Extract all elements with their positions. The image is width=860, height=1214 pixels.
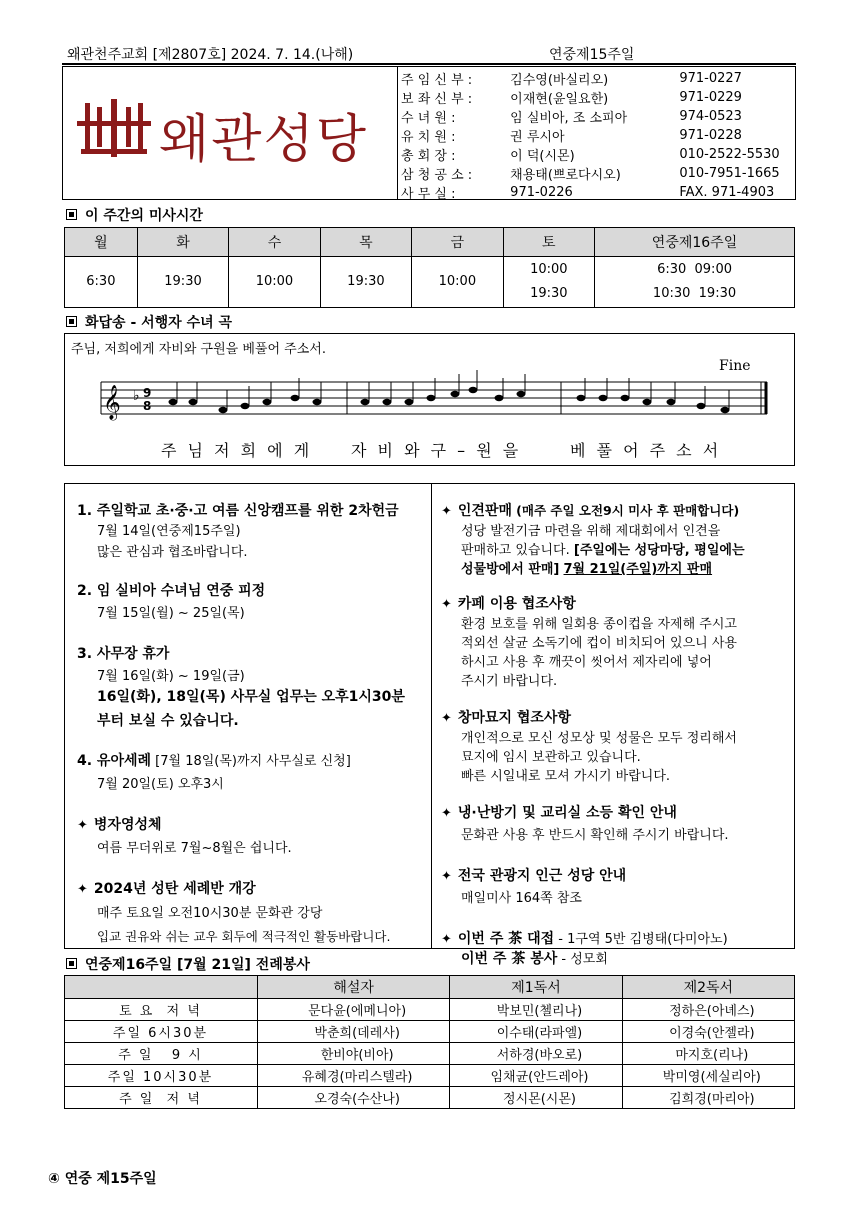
- staff-name: 권 루시아: [510, 130, 565, 145]
- staff-role: 삼 청 공 소 :: [401, 168, 473, 183]
- music-note-icon: [599, 395, 608, 401]
- mass-time: 10:30 19:30: [652, 286, 737, 301]
- service-person: 이경숙(안젤라): [622, 1021, 794, 1043]
- music-note-icon: [383, 399, 392, 405]
- mass-day-header: 화: [137, 228, 228, 257]
- mass-time: 19:30: [530, 286, 568, 301]
- notice-vacation: 3. 사무장 휴가 7월 16일(화) ~ 19일(금) 16일(화), 18일(목) 사무실 업무는 오후1시30분 부터 보실 수 있습니다.: [77, 646, 405, 729]
- music-note-icon: [291, 395, 300, 401]
- service-row: [65, 1043, 795, 1065]
- mass-day-header: 수: [229, 228, 320, 257]
- music-note-icon: [469, 387, 478, 393]
- service-column-header: [65, 976, 258, 999]
- music-note-icon: [451, 391, 460, 397]
- svg-text:8: 8: [143, 399, 152, 413]
- staff-role: 수 녀 원 :: [401, 111, 456, 126]
- music-note-icon: [517, 391, 526, 397]
- music-note-icon: [577, 395, 586, 401]
- service-column-header: 제2독서: [622, 976, 794, 999]
- service-row: [65, 999, 795, 1021]
- church-logo-icon: [75, 99, 153, 163]
- music-note-icon: [189, 399, 198, 405]
- music-note-icon: [667, 399, 676, 405]
- staff-phone: 010-2522-5530: [679, 147, 780, 162]
- staff-row: [401, 145, 795, 164]
- mass-time: 10:00: [530, 262, 568, 277]
- staff-phone: 971-0228: [679, 128, 742, 143]
- service-section-title: 연중제16주일 [7월 21일] 전례봉사: [66, 954, 310, 974]
- staff-row: [401, 88, 795, 107]
- mass-day-header: 월: [65, 228, 138, 257]
- service-person: 박보민(첼리나): [450, 999, 622, 1021]
- psalm-section-title: 화답송 - 서행자 수녀 곡: [66, 312, 232, 332]
- staff-role: 유 치 원 :: [401, 130, 456, 145]
- music-note-icon: [495, 395, 504, 401]
- bullet-icon: ✦: [77, 818, 88, 833]
- notice-sick-communion: ✦ 병자영성체 여름 무더위로 7월~8월은 쉽니다.: [77, 817, 292, 856]
- staff-role: 사 무 실 :: [401, 187, 456, 202]
- staff-phone: 974-0523: [679, 109, 742, 124]
- mass-time-cell: [503, 257, 594, 308]
- staff-name: 이재현(윤일요한): [510, 92, 609, 107]
- mass-time: 19:30: [164, 274, 202, 289]
- service-person: 정하은(아녜스): [622, 999, 794, 1021]
- staff-row: [401, 126, 795, 145]
- service-table: [64, 975, 795, 1109]
- mass-day-header: 금: [412, 228, 503, 257]
- psalm-response-text: 주님, 저희에게 자비와 구원을 베풀어 주소서.: [71, 342, 326, 357]
- notice-baptism-class: ✦ 2024년 성탄 세례반 개강 매주 토요일 오전10시30분 문화관 강당 입교 권유와 쉬는 교우 회두에 적극적인 활동바랍니다.: [77, 881, 391, 944]
- notice-cemetery: ✦ 창마묘지 협조사항 개인적으로 모신 성모상 및 성물은 모두 정리해서 묘지에 임시 보관하고 있습니다. 빠른 시일내로 모셔 가시기 바랍니다.: [441, 710, 737, 784]
- notices-divider: [431, 484, 432, 948]
- svg-text:9: 9: [143, 386, 152, 400]
- bullet-icon: ✦: [441, 597, 452, 612]
- music-note-icon: [313, 399, 322, 405]
- service-person: 임채균(안드레아): [450, 1065, 622, 1087]
- mass-time: 10:00: [255, 274, 294, 289]
- music-note-icon: [405, 399, 414, 405]
- mass-time: 6:30: [86, 274, 116, 289]
- lyrics-2: 자 비 와 구 – 원 을: [351, 441, 522, 460]
- music-note-icon: [721, 407, 730, 413]
- staff-phone: 971-0227: [679, 71, 742, 86]
- bullet-icon: ✦: [441, 504, 452, 519]
- lyrics-1: 주 님 저 희 에 게: [161, 441, 313, 460]
- service-row: [65, 1065, 795, 1087]
- music-note-icon: [697, 403, 706, 409]
- notice-cafe: ✦ 카페 이용 협조사항 환경 보호를 위해 일회용 종이컵을 자제해 주시고 적외선 살균 소독기에 컵이 비치되어 있으니 사용 하시고 사용 후 깨끗이 씻어서 제자리에 넣어 주시기 바랍니다.: [441, 596, 737, 689]
- fine-marking: Fine: [719, 358, 751, 374]
- music-note-icon: [621, 395, 630, 401]
- service-person: 정시몬(시몬): [450, 1087, 622, 1109]
- mass-day-header: 연중제16주일: [595, 228, 795, 257]
- header-rule: [62, 63, 796, 65]
- notice-aircon: ✦ 냉·난방기 및 교리실 소등 확인 안내 문화관 사용 후 반드시 확인해 주시기 바랍니다.: [441, 805, 729, 843]
- service-slot: 주일 10시30분: [65, 1065, 258, 1087]
- music-note-icon: [643, 399, 652, 405]
- bulletin-info: 왜관천주교회 [제2807호] 2024. 7. 14.(나해): [67, 47, 354, 63]
- masthead: [62, 66, 796, 200]
- staff-name: 임 실비아, 조 소피아: [510, 111, 628, 126]
- mass-time-cell: [412, 257, 503, 308]
- notice-fabric-sale: ✦ 인견판매 (매주 주일 오전9시 미사 후 판매합니다) 성당 발전기금 마련을 위해 제대회에서 인견을 판매하고 있습니다. [주일에는 성당마당, 평일에는 성물방에서 판매] 7월 21일(주일)까지 판매: [441, 503, 745, 577]
- mass-time-cell: [595, 257, 795, 308]
- staff-role: 총 회 장 :: [401, 149, 456, 164]
- logo-area: [63, 67, 398, 199]
- staff-list: [401, 69, 795, 202]
- sunday-name: 연중제15주일: [549, 47, 635, 63]
- bullet-icon: ✦: [441, 711, 452, 726]
- staff-phone: FAX. 971-4903: [679, 185, 775, 200]
- psalm-box: [64, 333, 795, 466]
- music-note-icon: [427, 395, 436, 401]
- mass-time-cell: [229, 257, 320, 308]
- svg-text:𝄞: 𝄞: [103, 385, 121, 420]
- mass-schedule-table: [64, 227, 795, 308]
- service-person: 문다윤(에메니아): [258, 999, 450, 1021]
- staff-row: [401, 69, 795, 88]
- lyrics-3: 베 풀 어 주 소 서: [570, 441, 722, 460]
- service-person: 박춘희(데레사): [258, 1021, 450, 1043]
- music-note-icon: [241, 403, 250, 409]
- service-slot: 주일 6시30분: [65, 1021, 258, 1043]
- mass-time-cell: [320, 257, 411, 308]
- service-row: [65, 1021, 795, 1043]
- staff-row: [401, 107, 795, 126]
- service-person: 이수태(라파엘): [450, 1021, 622, 1043]
- service-person: 오경숙(수산나): [258, 1087, 450, 1109]
- staff-name: 김수영(바실리오): [510, 73, 609, 88]
- mass-time: 6:30 09:00: [657, 262, 732, 277]
- mass-time: 10:00: [438, 274, 477, 289]
- service-person: 김희경(마리아): [622, 1087, 794, 1109]
- service-person: 서하경(바오로): [450, 1043, 622, 1065]
- bullet-icon: ✦: [441, 932, 452, 947]
- mass-time-cell: [65, 257, 138, 308]
- page-footer: ④ 연중 제15주일: [48, 1171, 157, 1187]
- staff-role: 보 좌 신 부 :: [401, 92, 473, 107]
- notice-tourist-churches: ✦ 전국 관광지 인근 성당 안내 매일미사 164쪽 참조: [441, 868, 627, 906]
- church-name: 왜관성당: [159, 110, 368, 170]
- staff-name: 971-0226: [510, 185, 573, 200]
- notice-camp: 1. 주일학교 초·중·고 여름 신앙캠프를 위한 2차헌금 7월 14일(연중제15주일) 많은 관심과 협조바랍니다.: [77, 503, 399, 560]
- service-row: [65, 1087, 795, 1109]
- staff-phone: 971-0229: [679, 90, 742, 105]
- staff-name: 이 덕(시몬): [510, 149, 575, 164]
- staff-phone: 010-7951-1665: [679, 166, 780, 181]
- svg-text:♭: ♭: [133, 388, 140, 404]
- music-note-icon: [263, 399, 272, 405]
- service-person: 유혜경(마리스텔라): [258, 1065, 450, 1087]
- mass-day-header: 목: [320, 228, 411, 257]
- staff-row: [401, 164, 795, 183]
- bullet-icon: ✦: [77, 882, 88, 897]
- service-slot: 주 일 저 녁: [65, 1087, 258, 1109]
- service-person: 마지호(리나): [622, 1043, 794, 1065]
- mass-section-title: 이 주간의 미사시간: [66, 205, 203, 225]
- service-person: 한비야(비아): [258, 1043, 450, 1065]
- music-note-icon: [361, 399, 370, 405]
- service-person: 박미영(세실리아): [622, 1065, 794, 1087]
- music-staff: [95, 370, 775, 432]
- notice-baptism: 4. 유아세례 [7월 18일(목)까지 사무실로 신청] 7월 20일(토) 오후3시: [77, 753, 351, 792]
- staff-role: 주 임 신 부 :: [401, 73, 473, 88]
- notice-retreat: 2. 임 실비아 수녀님 연중 피정 7월 15일(월) ~ 25일(목): [77, 583, 266, 621]
- notices-right: [441, 500, 789, 968]
- mass-time: 19:30: [347, 274, 385, 289]
- mass-time-cell: [137, 257, 228, 308]
- notice-tea-service: ✦ 이번 주 茶 대접 - 1구역 5반 김병태(다미아노) 이번 주 茶 봉사 - 성모회: [441, 931, 728, 967]
- staff-name: 채용태(쁘로다시오): [510, 168, 621, 183]
- service-slot: 주 일 9 시: [65, 1043, 258, 1065]
- service-column-header: 제1독서: [450, 976, 622, 999]
- bullet-icon: ✦: [441, 869, 452, 884]
- notices-left: [77, 500, 427, 945]
- service-slot: 토 요 저 녁: [65, 999, 258, 1021]
- service-column-header: 해설자: [258, 976, 450, 999]
- music-note-icon: [219, 407, 228, 413]
- music-note-icon: [169, 399, 178, 405]
- staff-row: [401, 183, 795, 202]
- bullet-icon: ✦: [441, 806, 452, 821]
- mass-day-header: 토: [503, 228, 594, 257]
